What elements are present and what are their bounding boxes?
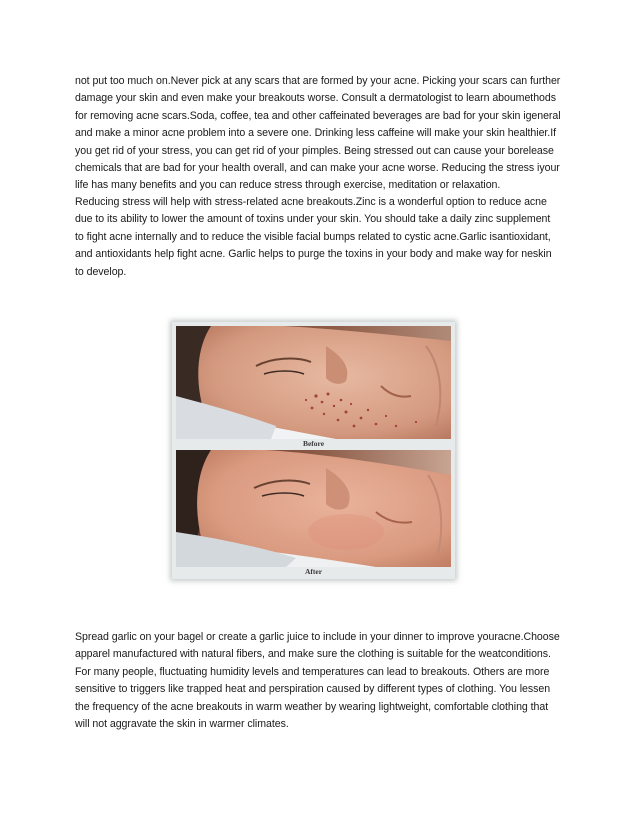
text-line: due to its ability to lower the amount of toxins under your skin. You should take a daily zinc supplement [75,213,551,226]
text-line: For many people, fluctuating humidity levels and temperatures can lead to breakouts. Others are more [75,665,550,678]
text-line: Spread garlic on your bagel or create a garlic juice to include in your dinner to improve youracne.Choose [75,631,560,643]
text-line: sensitive to triggers like trapped heat and perspiration caused by different types of clothing. You lessen [75,683,551,696]
text-line: life has many benefits and you can reduce stress through exercise, meditation or relaxation. [75,179,501,192]
text-line: for removing acne scars.Soda, coffee, tea and other caffeinated beverages are bad for your skin igeneral [75,109,561,122]
text-line: and make a minor acne problem into a severe one. Drinking less caffeine will make your skin healthier.If [75,127,556,140]
paragraph-caffeine-stress [75,73,570,195]
text-line: to develop. [75,265,127,278]
after-caption: After [304,567,323,576]
text-line: damage your skin and even make your breakouts worse. Consult a dermatologist to learn aboumethods [75,92,556,105]
paragraph-zinc-garlic [75,194,570,281]
text-line: apparel manufactured with natural fibers, and make sure the clothing is suitable for the weatconditions. [75,648,551,661]
text-line: you get rid of your stress, you can get rid of your pimples. Being stressed out can cause your borelease [75,144,554,157]
text-line: and antioxidants help fight acne. Garlic helps to purge the toxins in your body and make way for neskin [75,248,552,261]
before-caption: Before [302,439,325,448]
before-photo [176,326,451,439]
paragraph-garlic-clothing [75,629,570,733]
text-line: the frequency of the acne breakouts in warm weather by wearing lightweight, comfortable clothing that [75,700,549,713]
before-after-photo [172,322,455,579]
after-photo [176,450,451,567]
text-line: Reducing stress will help with stress-related acne breakouts.Zinc is a wonderful option to reduce acne [75,196,547,208]
text-line: will not aggravate the skin in warmer climates. [75,718,289,731]
text-line: chemicals that are bad for your health overall, and can make your acne worse. Reducing the stress iyour [75,162,560,175]
text-line: to fight acne internally and to reduce the visible facial bumps related to cystic acne.Garlic isantioxidant, [75,230,551,243]
text-line: not put too much on.Never pick at any scars that are formed by your acne. Picking your scars can further [75,75,561,87]
